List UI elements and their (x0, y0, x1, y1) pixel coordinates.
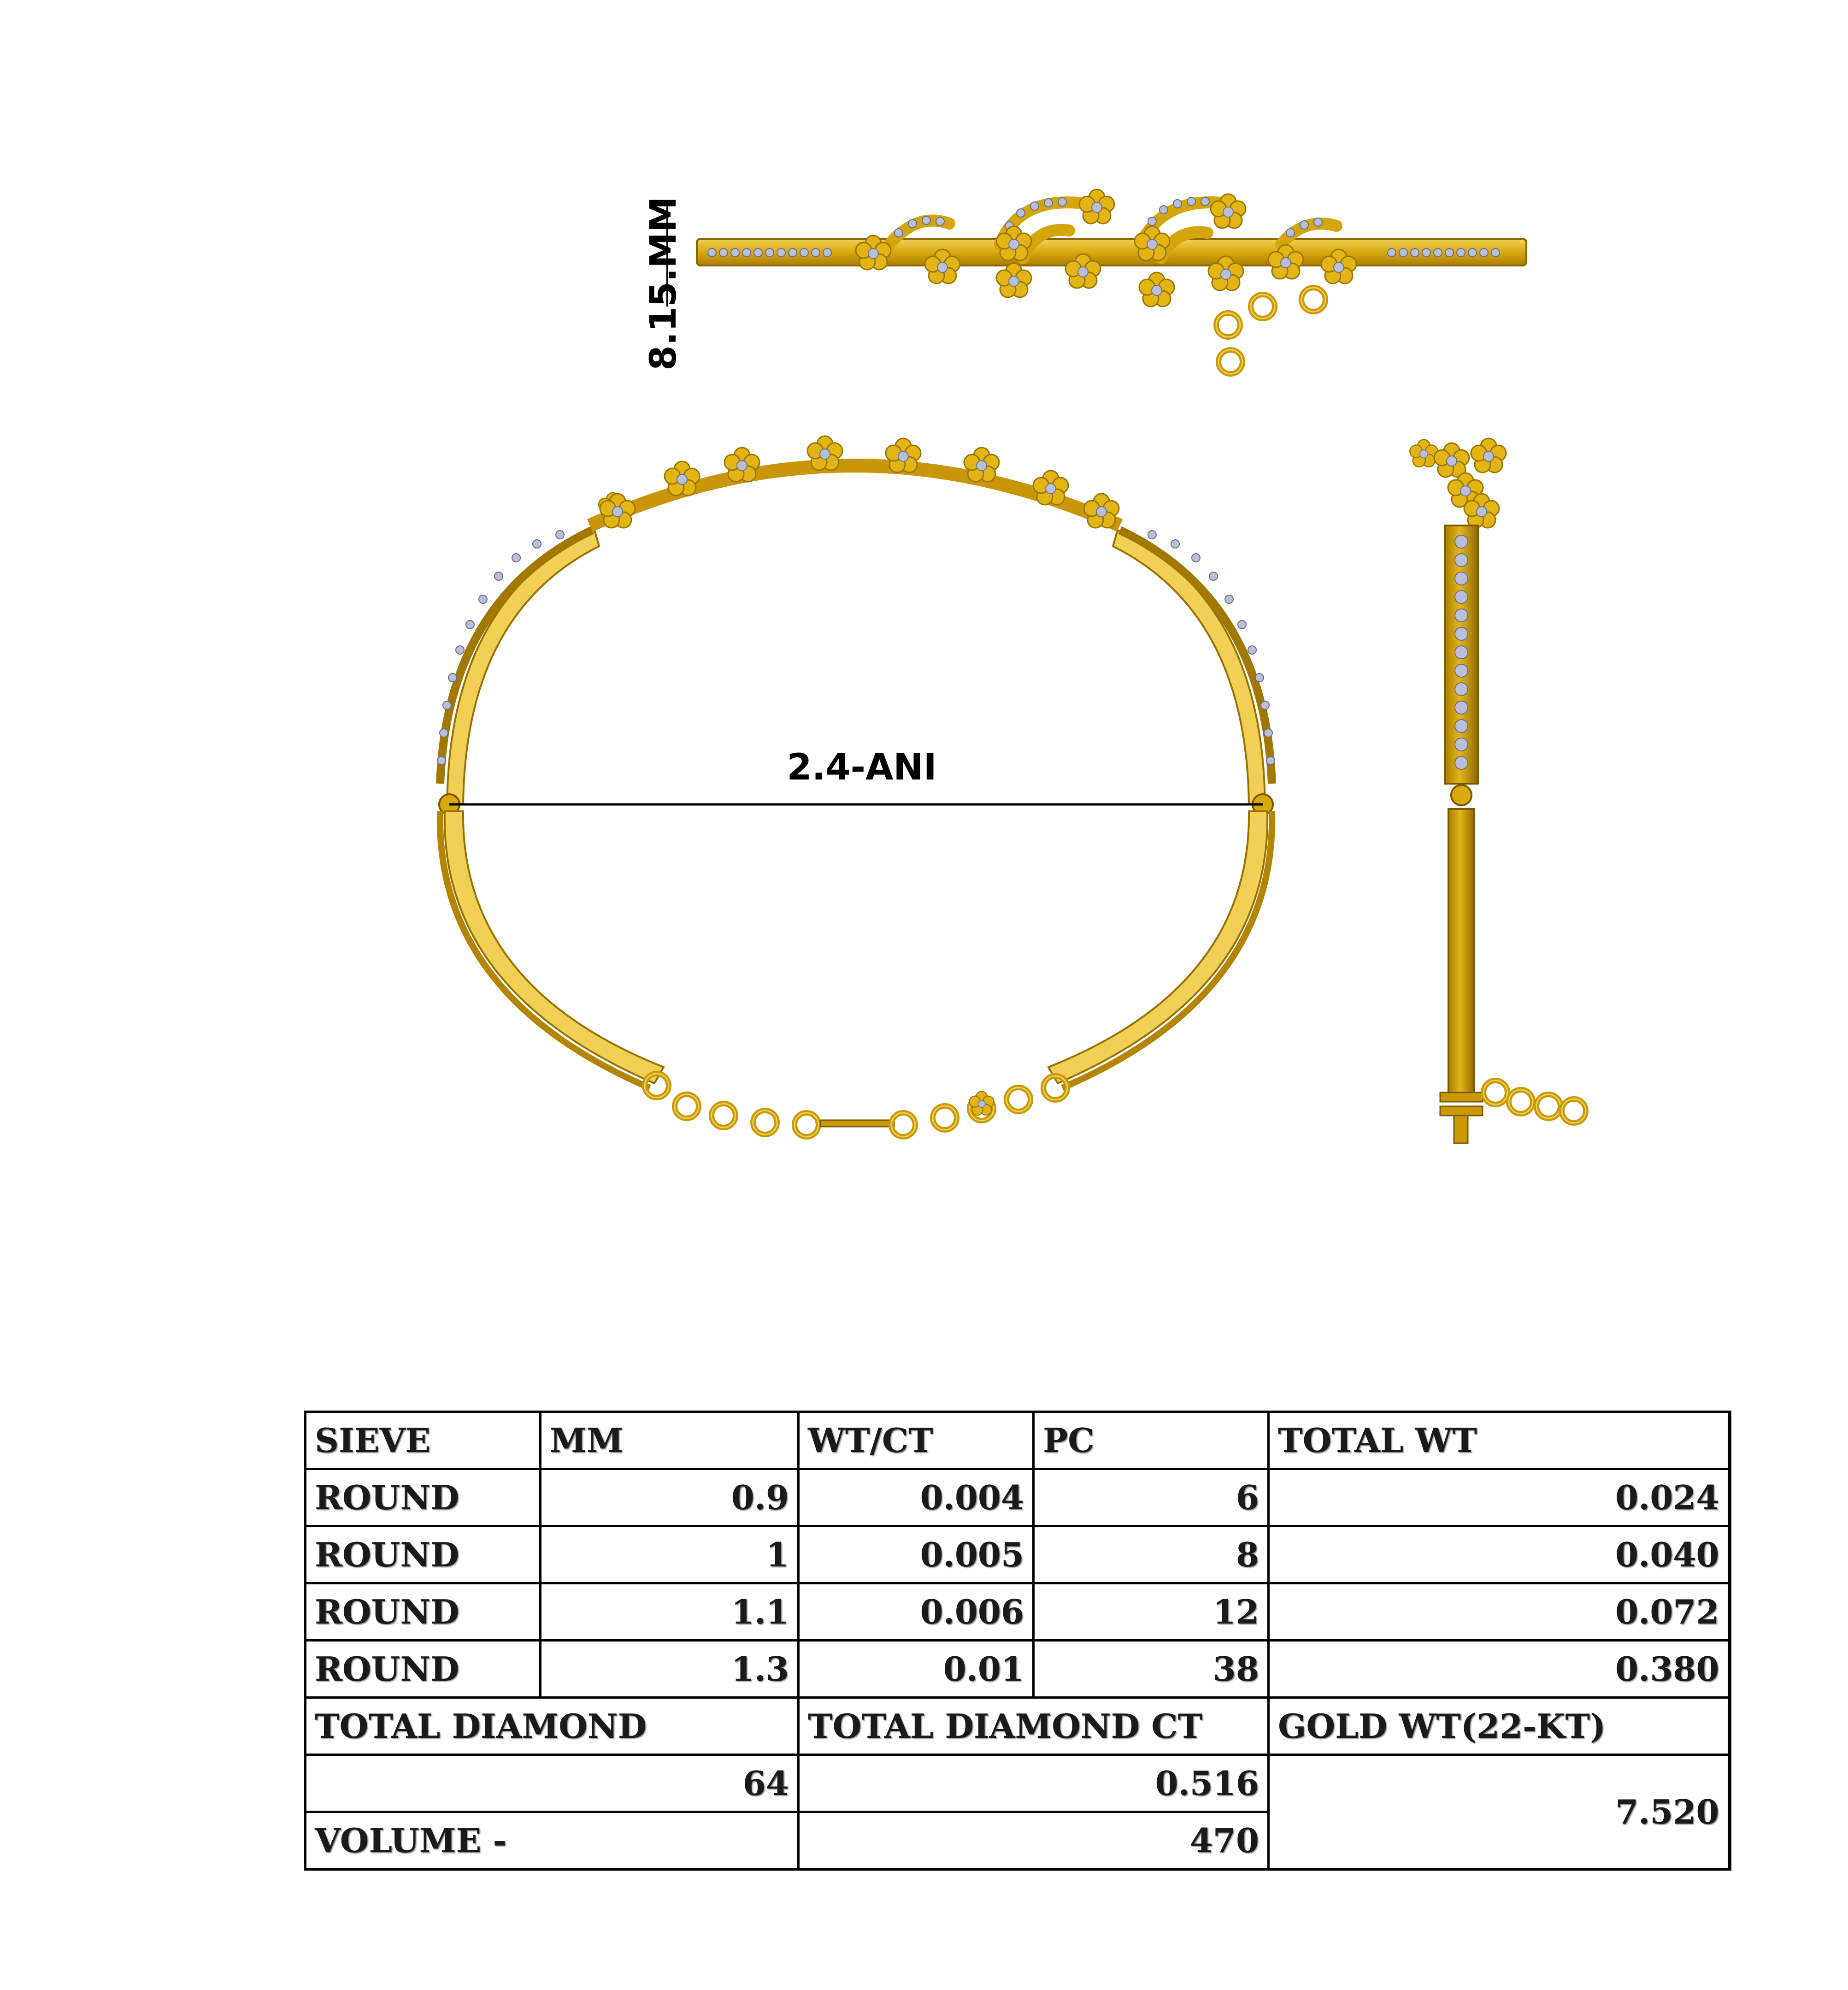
volume-label: VOLUME - (306, 1812, 799, 1869)
table-row (306, 1583, 1730, 1641)
mm-cell: 1 (541, 1526, 799, 1583)
sieve-cell: ROUND (306, 1583, 541, 1641)
height-dimension-label: 8.15.MM (643, 196, 684, 371)
table-row (306, 1469, 1730, 1526)
gold-wt-label: GOLD WT(22-KT) (1269, 1698, 1730, 1755)
header-sieve: SIEVE (306, 1412, 541, 1469)
pc-cell: 12 (1034, 1583, 1269, 1641)
front-top-flowers (599, 436, 1119, 528)
header-total-wt: TOTAL WT (1269, 1412, 1730, 1469)
side-lower-bar (1448, 809, 1474, 1095)
mm-cell: 0.9 (541, 1469, 799, 1526)
wt-ct-cell: 0.004 (799, 1469, 1034, 1526)
total-diamond-ct-label: TOTAL DIAMOND CT (799, 1698, 1269, 1755)
total-diamond-label: TOTAL DIAMOND (306, 1698, 799, 1755)
top-dangle-chain (1216, 288, 1325, 374)
front-bottom-chain (645, 1074, 1067, 1137)
gold-wt-value: 7.520 (1269, 1755, 1730, 1869)
volume-value: 470 (799, 1812, 1269, 1869)
table-header-row (306, 1412, 1730, 1469)
table-row (306, 1641, 1730, 1698)
pc-cell: 38 (1034, 1641, 1269, 1698)
mm-cell: 1.1 (541, 1583, 799, 1641)
side-hinge (1451, 785, 1471, 805)
pc-cell: 6 (1034, 1469, 1269, 1526)
header-pc: PC (1034, 1412, 1269, 1469)
header-mm: MM (541, 1412, 799, 1469)
mm-cell: 1.3 (541, 1641, 799, 1698)
total-diamond-ct-value: 0.516 (799, 1755, 1269, 1812)
pc-cell: 8 (1034, 1526, 1269, 1583)
side-view (1410, 438, 1586, 1143)
totals-label-row (306, 1698, 1730, 1755)
table-row (306, 1526, 1730, 1583)
wt-ct-cell: 0.006 (799, 1583, 1034, 1641)
sieve-cell: ROUND (306, 1469, 541, 1526)
totals-value-row (306, 1755, 1730, 1812)
wt-ct-cell: 0.005 (799, 1526, 1034, 1583)
sieve-cell: ROUND (306, 1526, 541, 1583)
total-wt-cell: 0.072 (1269, 1583, 1730, 1641)
side-flowers (1410, 438, 1506, 528)
wt-ct-cell: 0.01 (799, 1641, 1034, 1698)
sieve-cell: ROUND (306, 1641, 541, 1698)
diameter-dimension-label: 2.4-ANI (787, 747, 937, 788)
header-wt-ct: WT/CT (799, 1412, 1034, 1469)
total-wt-cell: 0.380 (1269, 1641, 1730, 1698)
total-diamond-value: 64 (306, 1755, 799, 1812)
top-view (667, 189, 1526, 374)
diamond-spec-table (304, 1411, 1731, 1871)
total-wt-cell: 0.040 (1269, 1526, 1730, 1583)
total-wt-cell: 0.024 (1269, 1469, 1730, 1526)
